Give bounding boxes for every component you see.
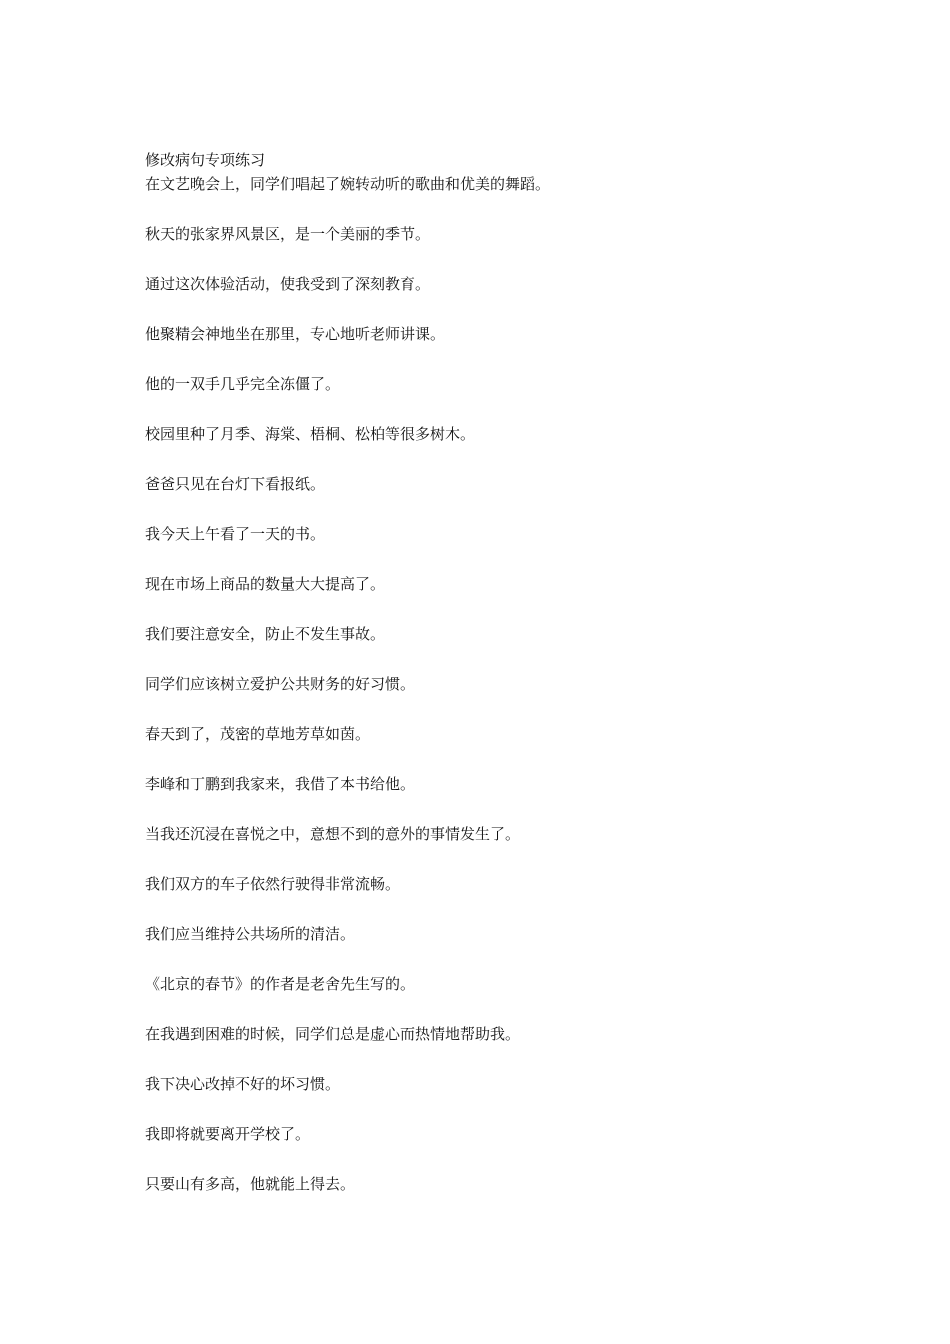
sentence-item: 《北京的春节》的作者是老舍先生写的。 <box>145 975 416 993</box>
sentence-item: 通过这次体验活动，使我受到了深刻教育。 <box>145 275 431 293</box>
sentence-item: 爸爸只见在台灯下看报纸。 <box>145 475 326 493</box>
sentence-item: 秋天的张家界风景区，是一个美丽的季节。 <box>145 225 431 243</box>
sentence-item: 现在市场上商品的数量大大提高了。 <box>145 575 386 593</box>
sentence-item: 同学们应该树立爱护公共财务的好习惯。 <box>145 675 416 693</box>
sentence-item: 我下决心改掉不好的坏习惯。 <box>145 1075 341 1093</box>
sentence-item: 在文艺晚会上，同学们唱起了婉转动听的歌曲和优美的舞蹈。 <box>145 175 551 193</box>
sentence-item: 校园里种了月季、海棠、梧桐、松柏等很多树木。 <box>145 425 476 443</box>
sentence-item: 李峰和丁鹏到我家来，我借了本书给他。 <box>145 775 416 793</box>
sentence-item: 我们双方的车子依然行驶得非常流畅。 <box>145 875 401 893</box>
document-title: 修改病句专项练习 <box>145 151 266 169</box>
sentence-item: 我们应当维持公共场所的清洁。 <box>145 925 356 943</box>
sentence-item: 当我还沉浸在喜悦之中，意想不到的意外的事情发生了。 <box>145 825 521 843</box>
sentence-list <box>145 174 845 1194</box>
sentence-item: 只要山有多高，他就能上得去。 <box>145 1175 356 1193</box>
sentence-item: 在我遇到困难的时候，同学们总是虚心而热情地帮助我。 <box>145 1025 521 1043</box>
document-body <box>145 150 845 1224</box>
sentence-item: 他的一双手几乎完全冻僵了。 <box>145 375 341 393</box>
sentence-item: 我即将就要离开学校了。 <box>145 1125 311 1143</box>
sentence-item: 他聚精会神地坐在那里，专心地听老师讲课。 <box>145 325 446 343</box>
sentence-item: 春天到了，茂密的草地芳草如茵。 <box>145 725 371 743</box>
sentence-item: 我们要注意安全，防止不发生事故。 <box>145 625 386 643</box>
sentence-item: 我今天上午看了一天的书。 <box>145 525 326 543</box>
